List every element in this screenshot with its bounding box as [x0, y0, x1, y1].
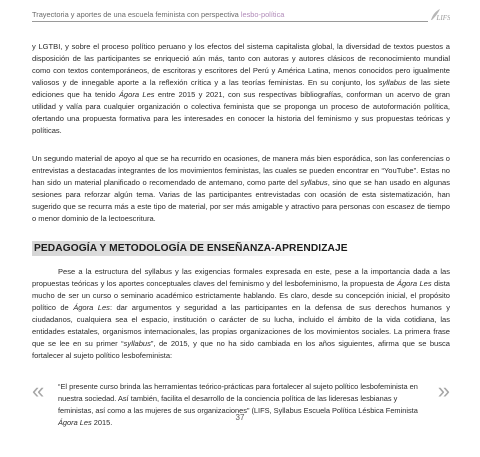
running-title-main: Trayectoria y aportes de una escuela feminista con perspectiva [32, 10, 241, 19]
section-heading [32, 241, 450, 257]
logo-text: LIFS [436, 14, 450, 22]
p3-text-b: Ágora Les [396, 279, 432, 289]
page-number: 37 [235, 413, 245, 422]
p3-text-d: Ágora Les [73, 303, 110, 313]
p3-text-f: syllabus [123, 339, 151, 349]
p2-text-b: syllabus [300, 178, 328, 188]
p3-text-c: dista mucho de ser un curso o seminario académico estrictamente hablando. Es claro, desde su concepción inicial, el propósito político de [32, 279, 451, 313]
header-rule [32, 21, 428, 22]
quote-text-c: 2015. [91, 418, 113, 428]
paragraph-3 [32, 266, 450, 362]
quote-text-b: Ágora Les [58, 418, 92, 428]
page-header [32, 6, 450, 28]
p1-text-c: de las siete ediciones que ha tenido [32, 78, 450, 100]
p3-text-a: Pese a la estructura del syllabus y las exigencias formales expresada en este, pese a la importancia dada a las propuestas teóricas y los aportes conceptuales claves del feminismo y del lesbofeminismo, la propuesta de [32, 267, 450, 289]
running-title-accent: lesbo-política [240, 10, 285, 19]
lifs-logo [428, 8, 450, 22]
section-heading-text: PEDAGOGÍA Y METODOLOGÍA DE ENSEÑANZA-APRENDIZAJE [34, 243, 348, 254]
paragraph-1 [32, 41, 450, 137]
p1-text-a: y LGTBI, y sobre el proceso político peruano y los efectos del sistema capitalista global, la diversidad de textos puestos a disposición de las participantes se enriqueció aún más, tanto con autoras y autores clásicos de reconocimiento mundial como con textos contemporáneos, de escritoras y escritores del Perú y América Latina, menos conocidos pero igualmente valiosos y de innegable aporte a la reflexión crítica y a las teorías feministas. En su conjunto, los [32, 42, 450, 88]
p2-text-c: , sino que se han usado en algunas sesiones para reforzar algún tema. Varias de las participantes entrevistadas con ocasión de esta sistematización, han sugerido que se recurra más a este tipo de material, por ser más amigable y atractivo para personas con escasez de tiempo o menor dominio de la lectoescritura. [32, 178, 450, 224]
quote-close-mark: » [437, 378, 450, 403]
quote-text-a: “El presente curso brinda las herramientas teórico-prácticas para fortalecer al sujeto político lesbofeminista en nuestra sociedad. Así también, facilita el desarrollo de la conciencia política de las lideresas lesbianas y feministas, así como a las mujeres de sus organizaciones” (LIFS, Syllabus Escuela Política Lésbica Feminista [58, 382, 418, 416]
p3-text-g: ”, de 2015, y que no ha sido cambiada en los años siguientes, afirma que se busca fortalecer al sujeto político lesbofeminista: [32, 339, 450, 361]
p1-text-d: Ágora Les [118, 90, 155, 100]
p1-text-e: entre 2015 y 2021, con sus respectivas bibliografías, conforman un acervo de gran utilidad y valía para cualquier organización o colectiva feminista que se proponga un proceso de autoformación política, ofertando una propuesta formativa para les interesades en conocer la historia del feminismo y sus propuestas teóricas y políticas. [32, 90, 450, 136]
p1-text-b: syllabus [378, 78, 406, 88]
quote-open-mark: « [32, 378, 45, 403]
paragraph-2 [32, 153, 450, 225]
running-title [32, 10, 284, 19]
p2-text-a: Un segundo material de apoyo al que se ha recurrido en ocasiones, de manera más bien esporádica, son las conferencias o entrevistas a destacadas integrantes de los movimientos feministas, las cuales se pueden encontrar en “YouTube”. Estas no han sido un material planificado o recomendado de antemano, como parte del [32, 154, 450, 188]
p3-text-e: : dar argumentos y seguridad a las participantes en la defensa de sus derechos humanos y ciudadanos, cualquiera sea el espacio, institución o carácter de su lucha, incluido el ámbito de la vida cotidiana, las entidades estatales, organismos internacionales, las propias organizaciones de los movimientos sociales. La primera frase que se lee en su primer “ [32, 303, 451, 349]
